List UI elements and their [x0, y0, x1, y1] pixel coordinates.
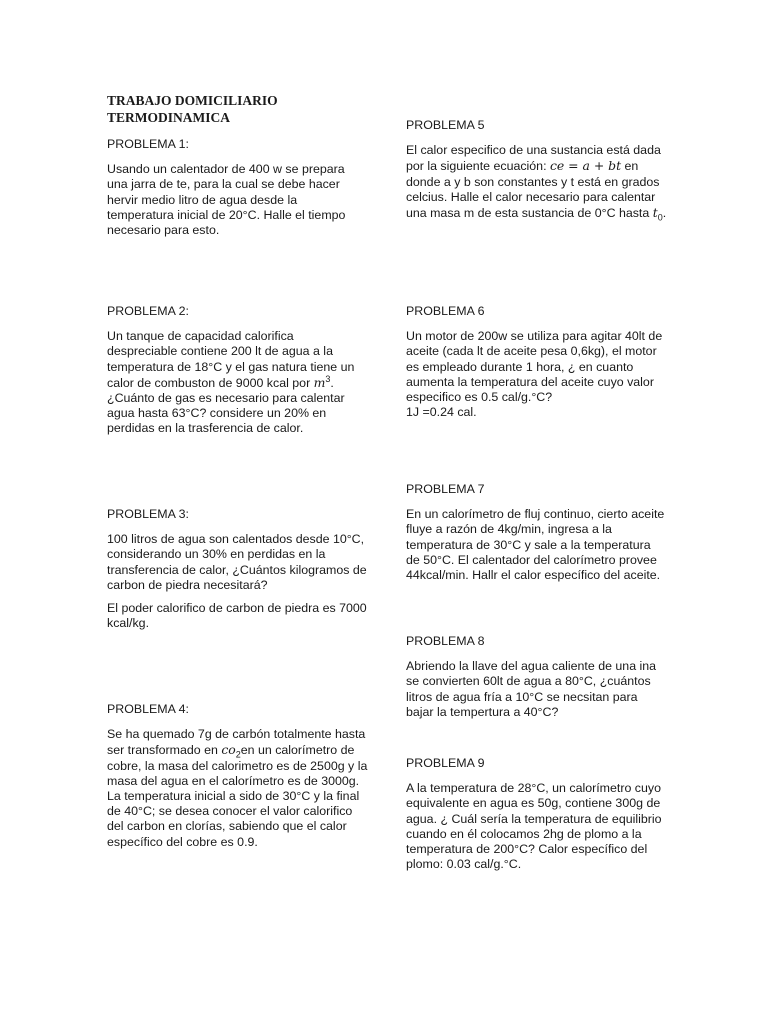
problem-4-text [107, 727, 369, 850]
problem-5-math-subscript: 0 [657, 212, 663, 223]
problem-8 [406, 634, 666, 728]
problem-1-heading: PROBLEMA 1: [107, 137, 189, 151]
problem-5-math-equation: ce = a + bt [549, 158, 622, 174]
problem-3 [107, 507, 367, 639]
document-title-line-1: TRABAJO DOMICILIARIO [107, 93, 278, 108]
problem-3-text-2: El poder calorifico de carbon de piedra es 7000 kcal/kg. [107, 601, 367, 631]
problem-2 [107, 304, 367, 445]
document-title-line-2: TERMODINAMICA [107, 110, 230, 125]
document-title [107, 92, 278, 126]
problem-6-heading: PROBLEMA 6 [406, 304, 485, 318]
problem-2-math-exponent: 3 [325, 373, 331, 384]
problem-2-math-m: m [313, 374, 326, 390]
problem-2-text-a: Un tanque de capacidad calorifica despreciable contiene 200 lt de agua a la temperatura de 18°C y el gas natura tiene un calor de combuston de 9000 kcal por [107, 329, 355, 390]
problem-6-text-2: 1J =0.24 cal. [406, 405, 477, 420]
problem-4-math-subscript: 2 [235, 749, 241, 760]
problem-8-text: Abriendo la llave del agua caliente de una ina se convierten 60lt de agua a 80°C, ¿cuántos litros de agua fría a 10°C se necsitan para bajar la tempertura a 40°C? [406, 659, 657, 719]
problem-9-text: A la temperatura de 28°C, un calorímetro cuyo equivalente en agua es 50g, contiene 300g de agua. ¿ Cuál sería la temperatura de equilibrio cuando en él colocamos 2hg de plomo a la temperatura de 200°C? Calor específico del plomo: 0.03 cal/g.°C. [406, 781, 662, 872]
problem-3-text: 100 litros de agua son calentados desde 10°C, considerando un 30% en perdidas en la transferencia de calor, ¿Cuántos kilogramos de carbon de piedra necesitará? [107, 532, 367, 592]
problem-5 [406, 118, 668, 229]
problem-7 [406, 482, 666, 591]
problem-1-text: Usando un calentador de 400 w se prepara una jarra de te, para la cual se debe hacer hervir medio litro de agua desde la temperatura inicial de 20°C. Halle el tiempo necesario para esto. [107, 162, 346, 238]
problem-6 [406, 304, 666, 428]
problem-5-heading: PROBLEMA 5 [406, 118, 485, 132]
problem-1 [107, 137, 367, 246]
problem-7-text: En un calorímetro de fluj continuo, cierto aceite fluye a razón de 4kg/min, ingresa a la temperatura de 30°C y sale a la temperatura de 50°C. El calentador del calorímetro provee 44kcal/min. Hallr el calor específico del aceite. [406, 507, 665, 583]
problem-2-text-b: . ¿Cuánto de gas es necesario para calentar agua hasta 63°C? considere un 20% en perdidas en la trasferencia de calor. [107, 375, 345, 436]
problem-5-text-a: El calor especifico de una sustancia está dada por la siguiente ecuación: [406, 143, 661, 174]
problem-2-text [107, 329, 367, 436]
problem-2-heading: PROBLEMA 2: [107, 304, 189, 318]
problem-8-heading: PROBLEMA 8 [406, 634, 485, 648]
problem-5-math-t: t [652, 205, 658, 221]
problem-4-heading: PROBLEMA 4: [107, 702, 189, 716]
problem-5-text [406, 143, 668, 221]
problem-9-heading: PROBLEMA 9 [406, 756, 485, 770]
problem-4 [107, 702, 369, 858]
problem-4-text-a: Se ha quemado 7g de carbón totalmente hasta ser transformado en [107, 727, 366, 758]
problem-4-text-b: en un calorímetro de cobre, la masa del calorimetro es de 2500g y la masa del agua en el calorímetro es de 3000g. La temperatura inicial a sido de 30°C y la final de 40°C; se desea conocer el valor calorifico del carbon en clorías, sabiendo que el calor específico del cobre es 0.9. [107, 743, 368, 849]
problem-6-text: Un motor de 200w se utiliza para agitar 40lt de aceite (cada lt de aceite pesa 0,6kg), el motor es empleado durante 1 hora, ¿ en cuanto aumenta la temperatura del aceite cuyo valor especifico es 0.5 cal/g.°C? [406, 329, 663, 405]
problem-7-heading: PROBLEMA 7 [406, 482, 485, 496]
problem-5-text-b: en donde a y b son constantes y t está en grados celcius. Halle el calor necesario para calentar una masa m de esta sustancia de 0°C hasta [406, 159, 660, 221]
problem-4-math-co: co [221, 742, 236, 758]
problem-5-text-c: . [662, 206, 667, 221]
problem-3-heading: PROBLEMA 3: [107, 507, 189, 521]
problem-9 [406, 756, 664, 880]
